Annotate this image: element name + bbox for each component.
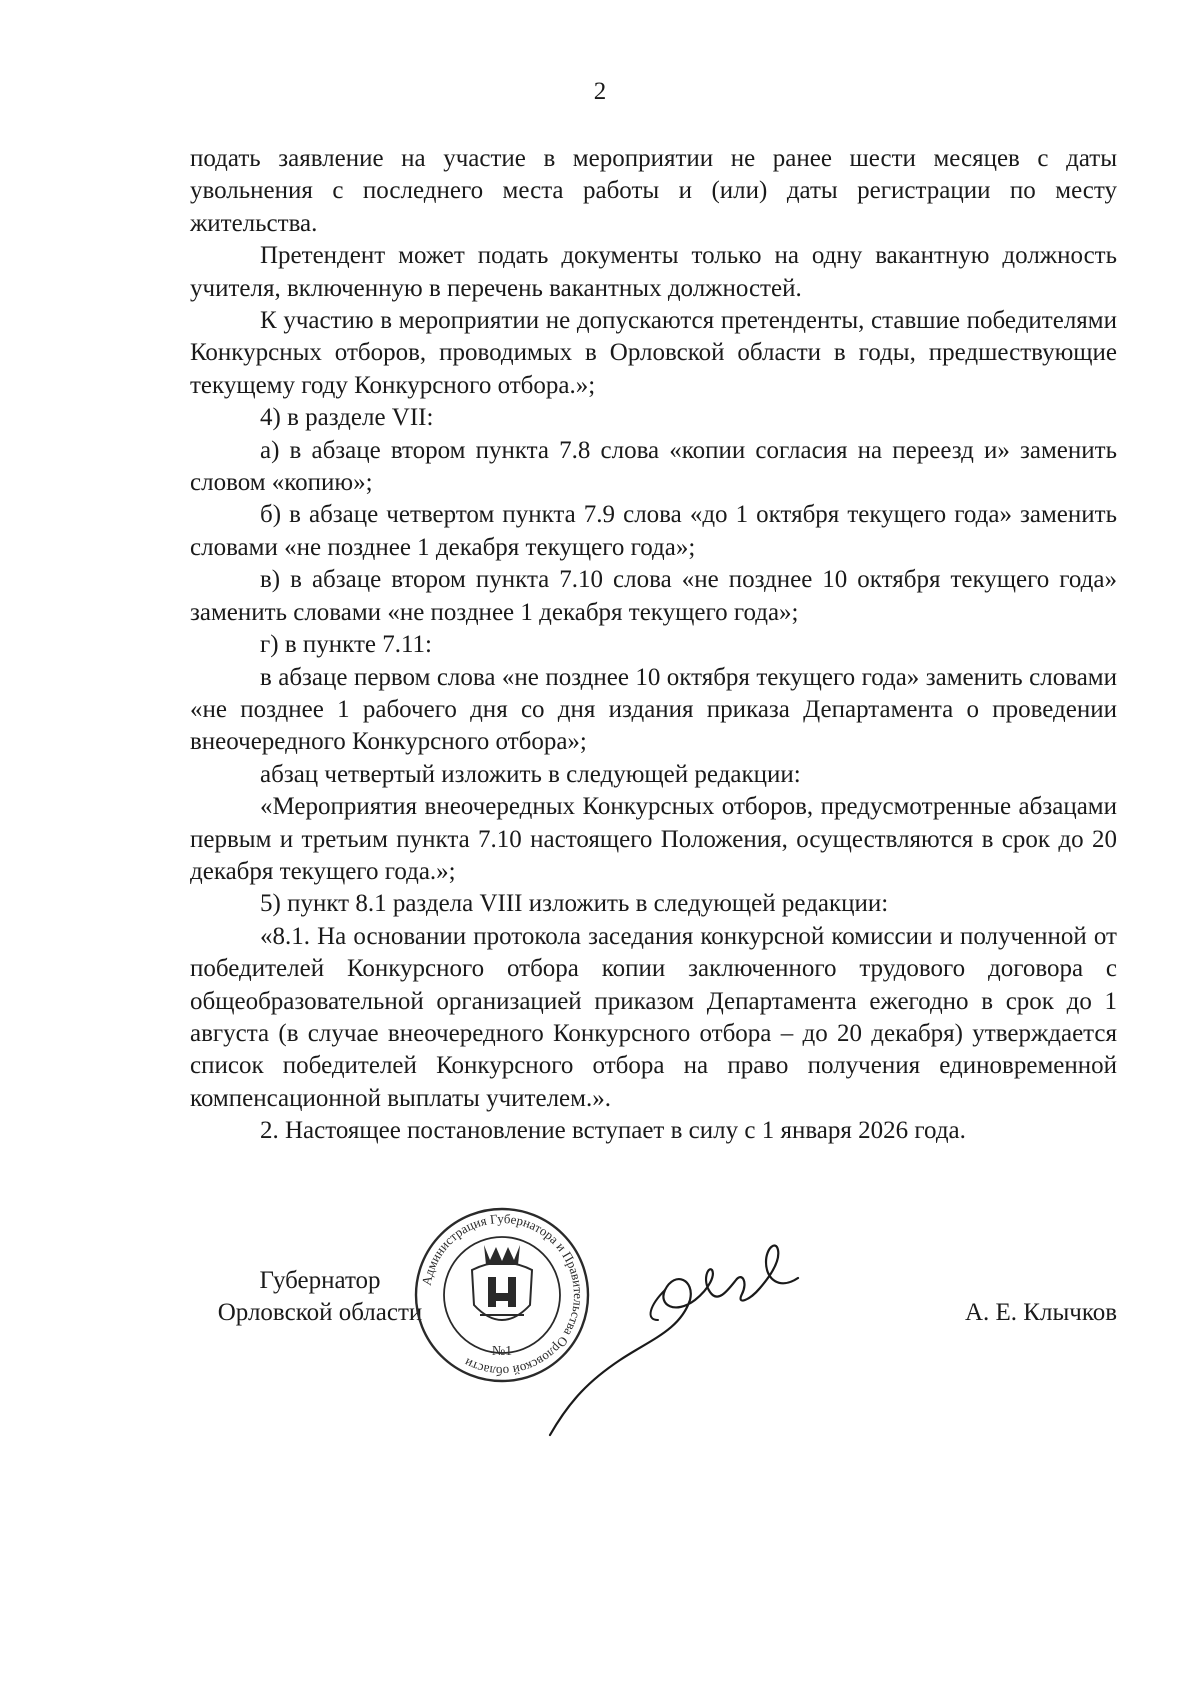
paragraph: 2. Настоящее постановление вступает в силу с 1 января 2026 года. (260, 1117, 966, 1145)
paragraph: в) в абзаце втором пункта 7.10 слова «не позднее 10 октября текущего года» заменить словами «не позднее 1 декабря текущего года»; (190, 566, 1117, 626)
paragraph: Претендент может подать документы только на одну вакантную должность учителя, включенную в перечень вакантных должностей. (190, 242, 1117, 302)
signatory-title-line-1: Губернатор (259, 1267, 381, 1294)
paragraph: а) в абзаце втором пункта 7.8 слова «копии согласия на переезд и» заменить словом «копию»; (190, 436, 1117, 497)
paragraph: б) в абзаце четвертом пункта 7.9 слова «до 1 октября текущего года» заменить словами «не позднее 1 декабря текущего года»; (190, 501, 1117, 561)
signature-block (190, 1210, 1117, 1465)
paragraph: абзац четвертый изложить в следующей редакции: (260, 760, 801, 788)
paragraph: «8.1. На основании протокола заседания конкурсной комиссии и полученной от победителей Конкурсного отбора копии заключенного трудового договора с общеобразовательной организацией приказом Департамента ежегодно в срок до 1 августа (в случае внеочередного Конкурсного отбора – до 20 декабря) утверждается список победителей Конкурсного отбора на право получения единовременной компенсационной выплаты учителем.». (190, 922, 1117, 1112)
paragraph: в абзаце первом слова «не позднее 10 октября текущего года» заменить словами «не позднее 1 рабочего дня со дня издания приказа Департамента о проведении внеочередного Конкурсного отбора»; (190, 663, 1117, 756)
document-body (190, 143, 1117, 1148)
paragraph: К участию в мероприятии не допускаются претенденты, ставшие победителями Конкурсных отборов, проводимых в Орловской области в годы, предшествующие текущему году Конкурсного отбора.»; (190, 307, 1117, 399)
paragraph: «Мероприятия внеочередных Конкурсных отборов, предусмотренные абзацами первым и третьим пункта 7.10 настоящего Положения, осуществляются в срок до 20 декабря текущего года.»; (190, 793, 1117, 885)
page-number: 2 (593, 78, 607, 105)
signatory-name: А. Е. Клычков (964, 1299, 1117, 1326)
signatory-title-line-2: Орловской области (217, 1299, 423, 1326)
paragraph: подать заявление на участие в мероприятии не ранее шести месяцев с даты увольнения с последнего места работы и (или) даты регистрации по месту жительства. (190, 145, 1117, 237)
paragraph: 4) в разделе VII: (260, 404, 434, 432)
paragraph: г) в пункте 7.11: (260, 631, 432, 659)
seal-number: №1 (491, 1344, 513, 1359)
seal-text: Администрация Губернатора и Правительства Орловской области (418, 1210, 587, 1380)
handwritten-signature (480, 1230, 810, 1440)
signatory-title (190, 1265, 450, 1329)
paragraph: 5) пункт 8.1 раздела VIII изложить в следующей редакции: (260, 890, 889, 918)
